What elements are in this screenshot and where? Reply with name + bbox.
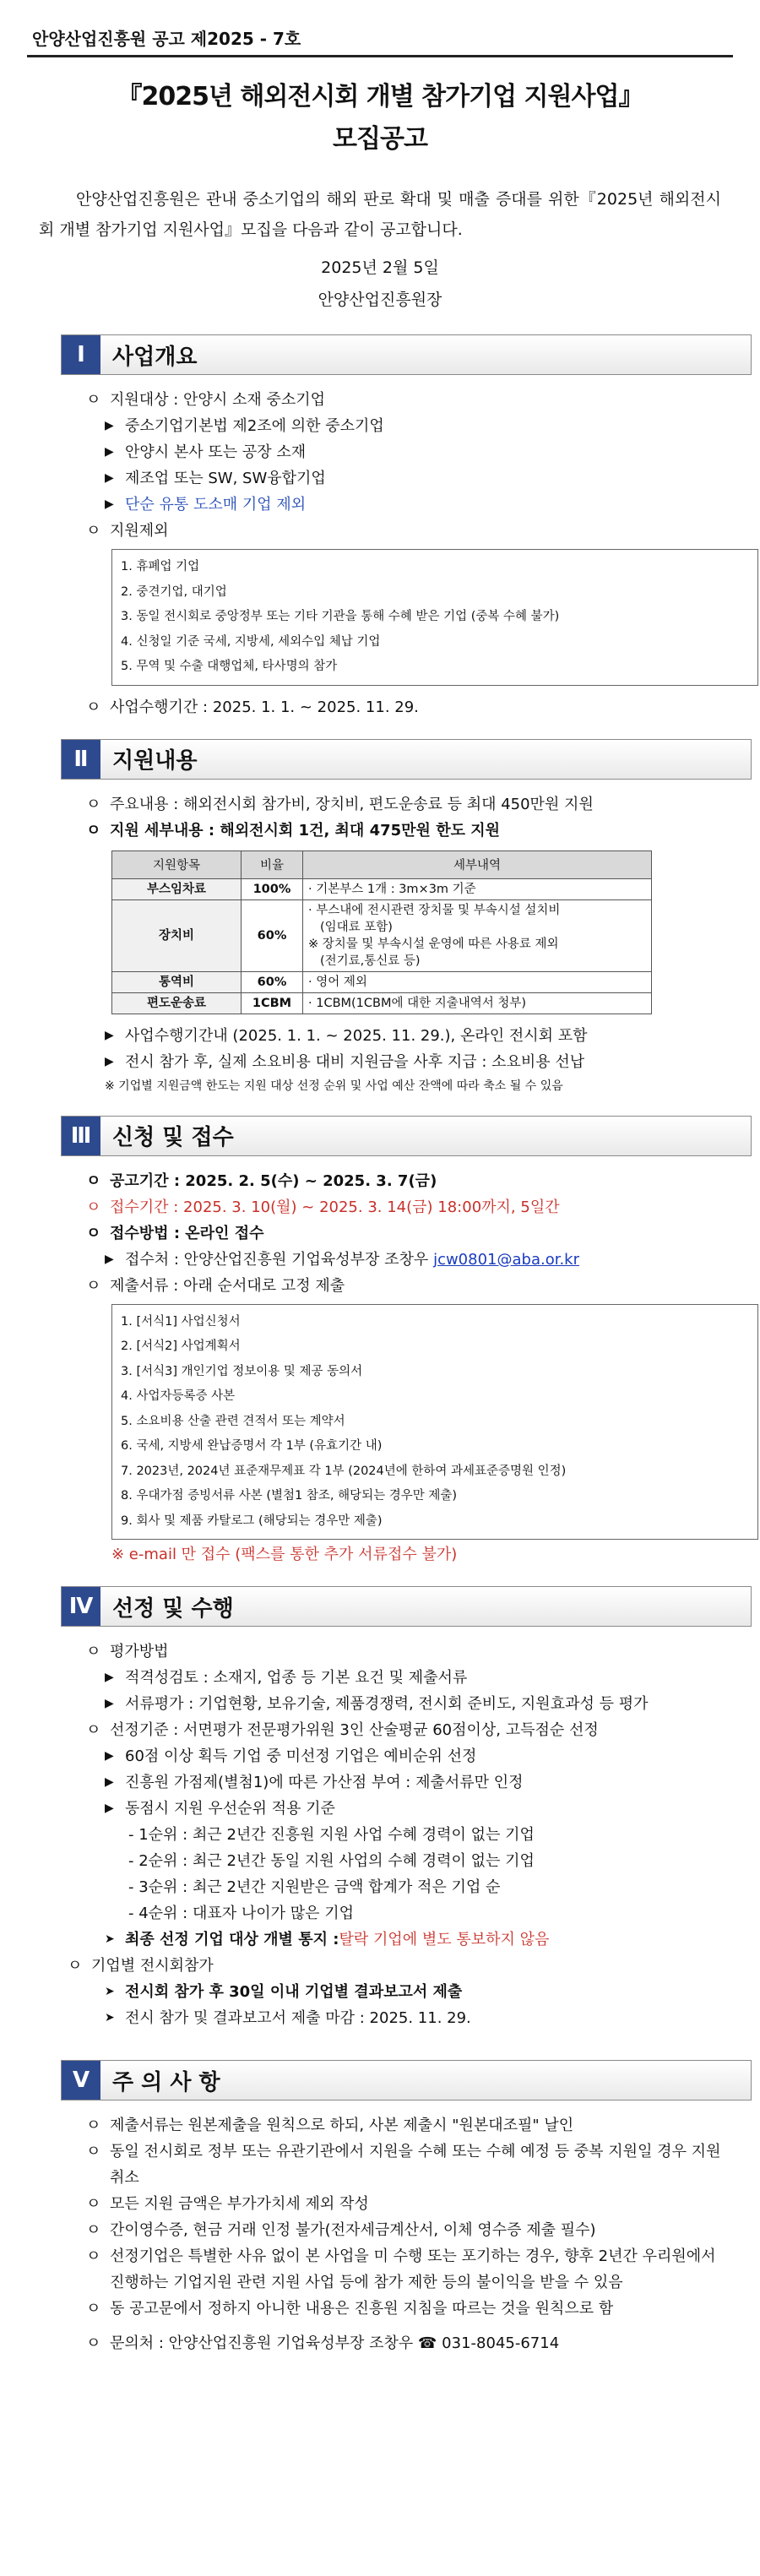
section-5-number: Ⅴ: [62, 2061, 100, 2100]
arrow-bullet-icon: ▶: [105, 1252, 114, 1266]
circle-bullet-icon: ㅇ: [86, 698, 101, 716]
note-row: ▶ 전시 참가 후, 실제 소요비용 대비 지원금을 사후 지급 : 소요비용 선납: [105, 1049, 733, 1075]
list-item: 3. 동일 전시회로 중앙정부 또는 기타 기관을 통해 수혜 받은 기업 (중복 수혜 불가): [121, 610, 560, 623]
caret-bullet-icon: ➤: [105, 1985, 115, 1998]
intro-paragraph: 안양산업진흥원은 관내 중소기업의 해외 판로 확대 및 매출 증대를 위한『2025년 해외전시회 개별 참가기업 지원사업』모집을 다음과 같이 공고합니다.: [39, 190, 721, 239]
arrow-bullet-icon: ▶: [105, 1054, 114, 1068]
section-1-title: 사업개요: [100, 335, 751, 374]
list-item: 1. 휴폐업 기업: [121, 560, 200, 573]
section-2-title: 지원내용: [100, 740, 751, 779]
circle-bullet-icon: ㅇ: [86, 1198, 101, 1216]
detail-row: ㅇ 지원 세부내용 : 해외전시회 1건, 최대 475만원 한도 지원: [86, 818, 733, 844]
arrow-bullet-icon: ▶: [105, 1671, 114, 1684]
list-item: 4. 신청일 기준 국세, 지방세, 세외수입 체납 기업: [121, 634, 381, 649]
target-item: ▶ 제조업 또는 SW, SW융합기업: [105, 465, 733, 492]
period-row: ㅇ 사업수행기간 : 2025. 1. 1. ~ 2025. 11. 29.: [86, 694, 733, 720]
list-item: 1. [서식1] 사업신청서: [121, 1314, 241, 1329]
caution-item: ㅇ 동 공고문에서 정하지 아니한 내용은 진흥원 지침을 따르는 것을 원칙으로 함: [86, 2296, 733, 2322]
section-1-number: Ⅰ: [62, 335, 100, 374]
circle-bullet-icon: ㅇ: [68, 1957, 83, 1975]
arrow-bullet-icon: ▶: [105, 497, 114, 511]
rank-item: - 2순위 : 최근 2년간 동일 지원 사업의 수혜 경력이 없는 기업: [128, 1852, 535, 1870]
circle-bullet-icon: ㅇ: [86, 2334, 101, 2352]
notice-period-row: ㅇ 공고기간 : 2025. 2. 5(수) ~ 2025. 3. 7(금): [86, 1168, 733, 1194]
circle-bullet-icon: ㅇ: [86, 1643, 101, 1660]
list-item: 2. 중견기업, 대기업: [121, 584, 227, 599]
circle-bullet-icon: ㅇ: [86, 1224, 101, 1242]
table-header: 세부내역: [303, 851, 652, 878]
main-content-row: ㅇ 주요내용 : 해외전시회 참가비, 장치비, 편도운송료 등 최대 450만원 지원: [86, 791, 733, 818]
caution-item: ㅇ 선정기업은 특별한 사유 없이 본 사업을 미 수행 또는 포기하는 경우, 향후 2년간 우리원에서 진행하는 기업지원 관련 지원 사업 등에 참가 제한 등의 불이익을 받을 수 있음: [86, 2243, 733, 2296]
list-item: 5. 소요비용 산출 관련 견적서 또는 계약서: [121, 1414, 345, 1428]
circle-bullet-icon: ㅇ: [86, 391, 101, 409]
section-4-number: Ⅳ: [62, 1587, 100, 1626]
notice-number: 안양산업진흥원 공고 제2025 - 7호: [32, 29, 301, 49]
section-5-header: [61, 2060, 752, 2100]
title-line-1: 『2025년 해외전시회 개별 참가기업 지원사업』: [117, 82, 643, 111]
table-row: 부스임차료 100% · 기본부스 1개 : 3m×3m 기준: [112, 878, 652, 899]
eval-item: ▶ 서류평가 : 기업현황, 보유기술, 제품경쟁력, 전시회 준비도, 지원효과성 등 평가: [105, 1691, 733, 1717]
final-notice-row: ➤ 최종 선정 기업 대상 개별 통지 : 탈락 기업에 별도 통보하지 않음: [105, 1927, 733, 1953]
arrow-bullet-icon: ▶: [105, 419, 114, 432]
rank-item: - 4순위 : 대표자 나이가 많은 기업: [128, 1905, 354, 1922]
caret-bullet-icon: ➤: [105, 1932, 115, 1946]
funding-table: [111, 851, 652, 1014]
circle-bullet-icon: ㅇ: [86, 1276, 101, 1295]
arrow-bullet-icon: ▶: [105, 1028, 114, 1042]
issuer: 안양산업진흥원장: [318, 291, 442, 309]
arrow-bullet-icon: ▶: [105, 445, 114, 459]
list-item: 3. [서식3] 개인기업 정보이용 및 제공 동의서: [121, 1364, 363, 1378]
eval-item: ▶ 적격성검토 : 소재지, 업종 등 기본 요건 및 제출서류: [105, 1665, 733, 1691]
circle-bullet-icon: ㅇ: [86, 1171, 101, 1190]
email-link[interactable]: jcw0801@aba.or.kr: [433, 1250, 580, 1269]
section-5-title: 주 의 사 항: [100, 2061, 751, 2100]
title-line-2: 모집공고: [333, 124, 427, 154]
list-item: 4. 사업자등록증 사본: [121, 1389, 236, 1403]
caution-item: ㅇ 간이영수증, 현금 거래 인정 불가(전자세금계산서, 이체 영수증 제출 필수): [86, 2217, 733, 2243]
section-4-header: [61, 1586, 752, 1627]
caution-item: ㅇ 제출서류는 원본제출을 원칙으로 하되, 사본 제출시 "원본대조필" 날인: [86, 2112, 733, 2139]
list-item: 7. 2023년, 2024년 표준재무제표 각 1부 (2024년에 한하여 과세표준증명원 인정): [121, 1464, 567, 1478]
caret-bullet-icon: ➤: [105, 2011, 115, 2024]
caution-item: ㅇ 동일 전시회로 정부 또는 유관기관에서 지원을 수혜 또는 수혜 예정 등 중복 지원일 경우 지원 취소: [86, 2139, 733, 2191]
exclusion-box: [111, 549, 758, 686]
list-item: 2. [서식2] 사업계획서: [121, 1340, 241, 1353]
table-row: 장치비 60% · 부스내에 전시관련 장치물 및 부속시설 설치비 (임대료 포함) ※ 장치물 및 부속시설 운영에 따른 사용료 제외 (전기료,통신료 등): [112, 899, 652, 971]
table-header-row: [112, 851, 652, 878]
eval-row: ㅇ 평가방법: [86, 1639, 733, 1665]
section-3-number: Ⅲ: [62, 1117, 100, 1155]
section-2-header: [61, 739, 752, 780]
criteria-item: ▶ 진흥원 가점제(별첨1)에 따른 가산점 부여 : 제출서류만 인정: [105, 1769, 733, 1796]
circle-bullet-icon: ㅇ: [86, 2195, 101, 2213]
exec-row: ㅇ 기업별 전시회참가: [68, 1953, 733, 1979]
email-only-warning: ※ e-mail 만 접수 (팩스를 통한 추가 서류접수 불가): [111, 1546, 458, 1563]
table-row: 통역비 60% · 영어 제외: [112, 971, 652, 992]
apply-period-row: ㅇ 접수기간 : 2025. 3. 10(월) ~ 2025. 3. 14(금) 18:00까지, 5일간: [86, 1194, 733, 1220]
section-1-header: [61, 334, 752, 375]
arrow-bullet-icon: ▶: [105, 1775, 114, 1789]
circle-bullet-icon: ㅇ: [86, 821, 101, 840]
note-row: ▶ 사업수행기간내 (2025. 1. 1. ~ 2025. 11. 29.), 온라인 전시회 포함: [105, 1023, 733, 1049]
exclusion-row: ㅇ 지원제외: [86, 518, 733, 544]
circle-bullet-icon: ㅇ: [86, 522, 101, 540]
circle-bullet-icon: ㅇ: [86, 2143, 101, 2160]
circle-bullet-icon: ㅇ: [86, 2247, 101, 2265]
docs-row: ㅇ 제출서류 : 아래 순서대로 고정 제출: [86, 1273, 733, 1299]
list-item: 9. 회사 및 제품 카탈로그 (해당되는 경우만 제출): [121, 1514, 383, 1528]
criteria-item: ▶ 동점시 지원 우선순위 적용 기준: [105, 1796, 733, 1822]
arrow-bullet-icon: ▶: [105, 1749, 114, 1763]
section-2-number: Ⅱ: [62, 740, 100, 779]
list-item: 6. 국세, 지방세 완납증명서 각 1부 (유효기간 내): [121, 1439, 383, 1453]
target-item: ▶ 중소기업기본법 제2조에 의한 중소기업: [105, 413, 733, 439]
method-row: ㅇ 접수방법 : 온라인 접수: [86, 1220, 733, 1247]
circle-bullet-icon: ㅇ: [86, 2300, 101, 2318]
section-4-title: 선정 및 수행: [100, 1587, 751, 1626]
table-row: 편도운송료 1CBM · 1CBM(1CBM에 대한 지출내역서 청부): [112, 992, 652, 1014]
contact-info-row: ㅇ 문의처 : 안양산업진흥원 기업육성부장 조창우 ☎ 031-8045-6714: [86, 2330, 733, 2356]
circle-bullet-icon: ㅇ: [86, 1721, 101, 1739]
arrow-bullet-icon: ▶: [105, 1802, 114, 1815]
section-3-title: 신청 및 접수: [100, 1117, 751, 1155]
circle-bullet-icon: ㅇ: [86, 795, 101, 813]
list-item: 8. 우대가점 증빙서류 사본 (별첨1 참조, 해당되는 경우만 제출): [121, 1489, 458, 1503]
target-item: ▶ 단순 유통 도소매 기업 제외: [105, 492, 733, 518]
arrow-bullet-icon: ▶: [105, 1697, 114, 1710]
contact-row: ▶ 접수처 : 안양산업진흥원 기업육성부장 조창우 jcw0801@aba.or.kr: [105, 1247, 733, 1273]
footnote: ※ 기업별 지원금액 한도는 지원 대상 선정 순위 및 사업 예산 잔액에 따라 축소 될 수 있음: [105, 1079, 563, 1093]
rank-item: - 1순위 : 최근 2년간 진흥원 지원 사업 수혜 경력이 없는 기업: [128, 1826, 535, 1844]
rank-item: - 3순위 : 최근 2년간 지원받은 금액 합계가 적은 기업 순: [128, 1878, 501, 1896]
target-item: ▶ 안양시 본사 또는 공장 소재: [105, 439, 733, 465]
list-item: 5. 무역 및 수출 대행업체, 타사명의 참가: [121, 660, 338, 673]
table-header: 지원항목: [112, 851, 242, 878]
arrow-bullet-icon: ▶: [105, 471, 114, 485]
docs-box: [111, 1304, 758, 1541]
criteria-item: ▶ 60점 이상 획득 기업 중 미선정 기업은 예비순위 선정: [105, 1743, 733, 1769]
circle-bullet-icon: ㅇ: [86, 2117, 101, 2134]
criteria-row: ㅇ 선정기준 : 서면평가 전문평가위원 3인 산술평균 60점이상, 고득점순 선정: [86, 1717, 733, 1743]
exec-item: ➤ 전시 참가 및 결과보고서 제출 마감 : 2025. 11. 29.: [105, 2005, 733, 2031]
target-row: ㅇ 지원대상 : 안양시 소재 중소기업: [86, 387, 733, 413]
notice-date: 2025년 2월 5일: [321, 258, 439, 277]
table-header: 비율: [242, 851, 303, 878]
top-divider: [27, 55, 733, 57]
circle-bullet-icon: ㅇ: [86, 2221, 101, 2239]
exec-item: ➤ 전시회 참가 후 30일 이내 기업별 결과보고서 제출: [105, 1979, 733, 2005]
section-3-header: [61, 1116, 752, 1156]
caution-item: ㅇ 모든 지원 금액은 부가가치세 제외 작성: [86, 2191, 733, 2217]
